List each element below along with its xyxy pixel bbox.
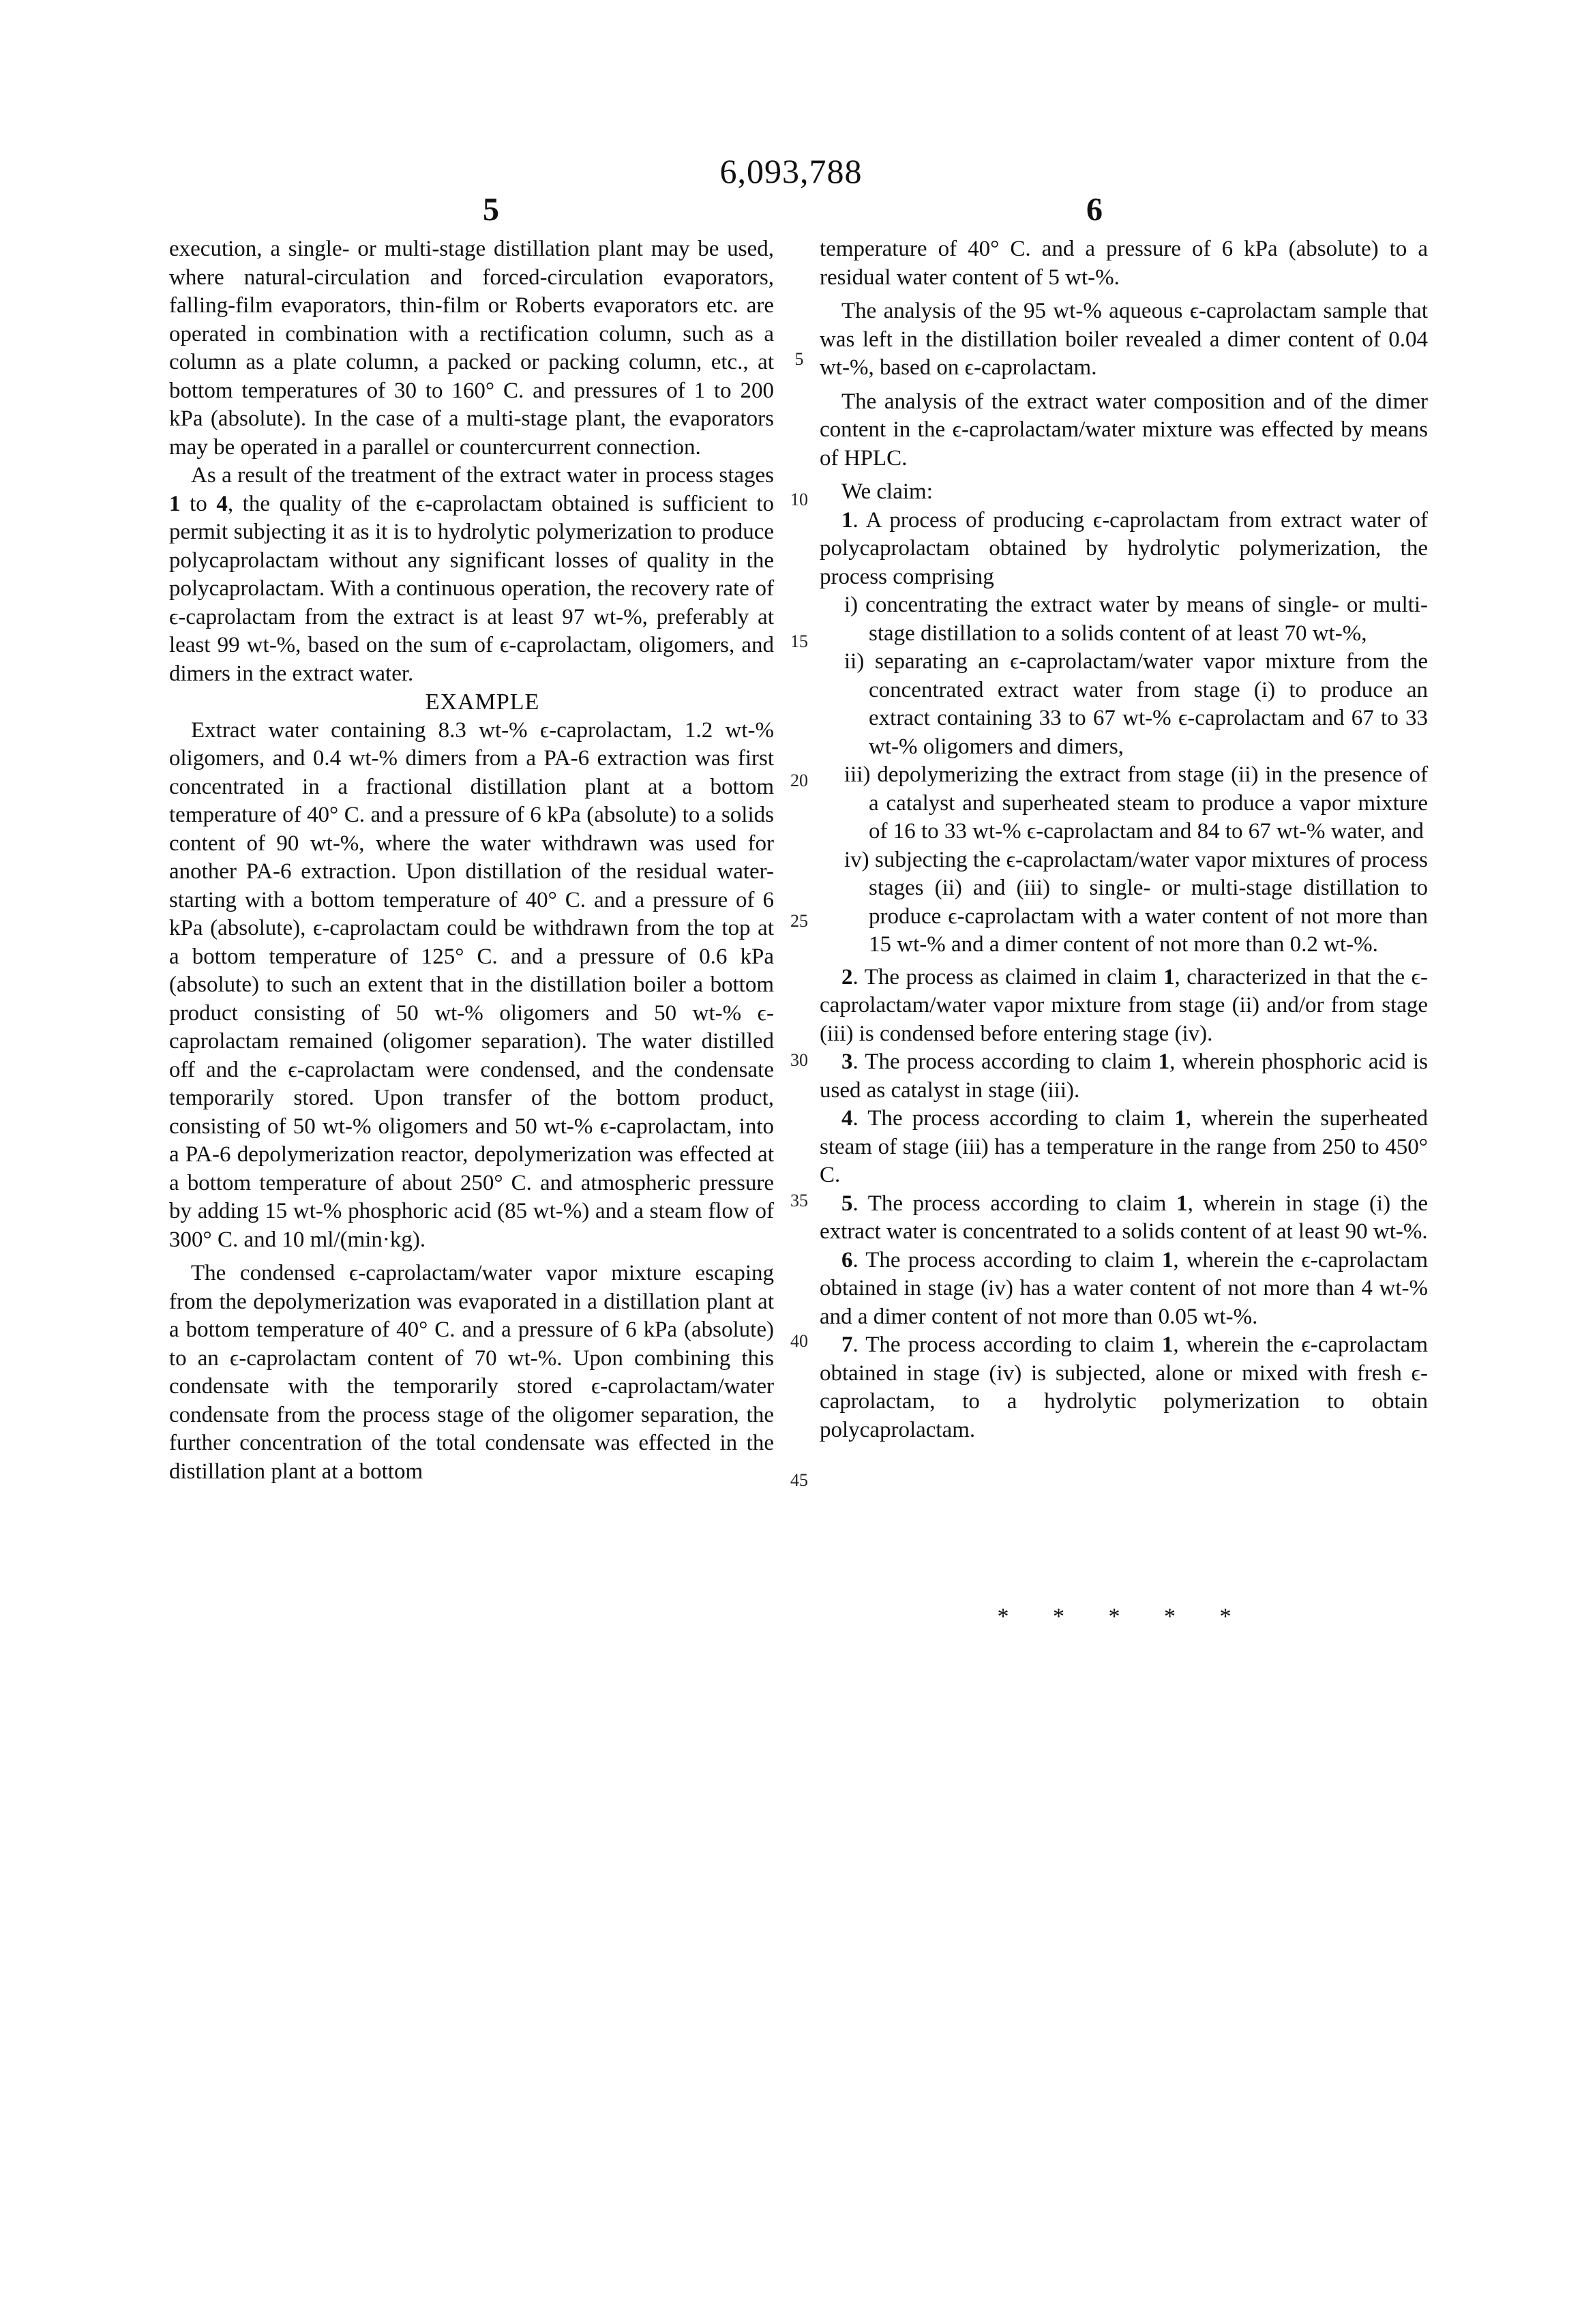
- claim-ref: 1: [1161, 1247, 1174, 1272]
- claim-number: 7: [841, 1332, 853, 1357]
- stage-item: iii) depolymerizing the extract from stage (ii) in the presence of a catalyst and superheated steam to produce a vapor mixture of 16 to 33 wt-% ϵ-caprolactam and 84 to 67 wt-% water, and: [844, 762, 1428, 844]
- stage-ref-1: 1: [169, 491, 181, 516]
- claim-number: 1: [841, 507, 853, 533]
- we-claim: We claim:: [841, 479, 933, 504]
- line-number: 35: [790, 1191, 808, 1210]
- line-number: 45: [790, 1470, 808, 1490]
- claim-text: , wherein in stage (i) the extract water is concentrated to a solids content of at least 90 wt-%.: [820, 1191, 1428, 1244]
- claim-text: . The process according to claim: [852, 1191, 1177, 1216]
- line-number: 5: [794, 349, 804, 369]
- left-paragraph-2-text-mid: to: [180, 491, 217, 516]
- left-paragraph-2-text-c: , the quality of the ϵ-caprolactam obtained is sufficient to permit subjecting it as it is to hydrolytic polymerization to produce polycaprolactam without any significant losses of quality in the polycaprolactam. With a continuous operation, the recovery rate of ϵ-caprolactam from the extract is at least 97 wt-%, preferably at least 99 wt-%, based on the sum of ϵ-caprolactam, oligomers, and dimers in the extract water.: [169, 491, 775, 686]
- claim-text: , wherein the ϵ-caprolactam obtained in stage (iv) is subjected, alone or mixed with fresh ϵ-caprolactam, to a hydrolytic polymerization to obtain polycaprolactam.: [820, 1332, 1428, 1442]
- page-number-left: 5: [483, 192, 499, 228]
- claim-text: , wherein the superheated steam of stage (iii) has a temperature in the range from 250 to 450° C.: [820, 1106, 1429, 1187]
- page-number-right: 6: [1086, 192, 1103, 228]
- line-number: 20: [790, 771, 808, 790]
- claim-number: 5: [841, 1191, 853, 1216]
- stage-item: i) concentrating the extract water by means of single- or multi-stage distillation to a solids content of at least 70 wt-%,: [844, 593, 1428, 646]
- stage-item: ii) separating an ϵ-caprolactam/water vapor mixture from the concentrated extract water from stage (i) to produce an extract containing 33 to 67 wt-% ϵ-caprolactam and 67 to 33 wt-% oligomers and dimers,: [844, 649, 1428, 759]
- claim-text: , wherein the ϵ-caprolactam obtained in stage (iv) has a water content of not more than 4 wt-% and a dimer content of not more than 0.05 wt-%.: [820, 1247, 1428, 1329]
- claim-text: , characterized in that the ϵ-caprolactam/water vapor mixture from stage (ii) and/or from stage (iii) is condensed before entering stage (iv).: [820, 964, 1428, 1046]
- claim-1-stages: [820, 591, 1428, 959]
- claim-text: . The process according to claim: [852, 1106, 1175, 1131]
- claim-1: [820, 507, 1428, 592]
- claim-4: [820, 1105, 1428, 1190]
- right-column: [820, 235, 1428, 1444]
- claim-number: 2: [841, 964, 853, 989]
- claim-7: [820, 1331, 1428, 1444]
- claim-text: . The process according to claim: [852, 1049, 1159, 1074]
- claim-number: 4: [841, 1106, 853, 1131]
- claim-ref: 1: [1174, 1106, 1186, 1131]
- claim-text: , wherein phosphoric acid is used as catalyst in stage (iii).: [820, 1049, 1429, 1103]
- line-number: 40: [790, 1331, 808, 1351]
- stage-ref-4: 4: [216, 491, 228, 516]
- claim-text: . The process as claimed in claim: [852, 964, 1163, 989]
- example-paragraph-1: Extract water containing 8.3 wt-% ϵ-caprolactam, 1.2 wt-% oligomers, and 0.4 wt-% dimers from a PA-6 extraction was first concentrated in a fractional distillation plant at a bottom temperature of 40° C. and a pressure of 6 kPa (absolute) to a solids content of 90 wt-%, where the water withdrawn was used for another PA-6 extraction. Upon distillation of the residual water-starting with a bottom temperature of 40° C. and a pressure of 6 kPa (absolute), ϵ-caprolactam could be withdrawn from the top at a bottom temperature of 125° C. and a pressure of 0.6 kPa (absolute) to such an extent that in the distillation boiler a bottom product consisting of 50 wt-% oligomers and 50 wt-% ϵ-caprolactam remained (oligomer separation). The water distilled off and the ϵ-caprolactam were condensed, and the condensate temporarily stored. Upon transfer of the bottom product, consisting of 50 wt-% oligomers and 50 wt-% ϵ-caprolactam, into a PA-6 depolymerization reactor, depolymerization was effected at a bottom temperature of about 250° C. and atmospheric pressure by adding 15 wt-% phosphoric acid (85 wt-%) and a steam flow of 300° C. and 10 ml/(min·kg).: [169, 717, 774, 1252]
- claim-text: . A process of producing ϵ-caprolactam from extract water of polycaprolactam obtained by hydrolytic polymerization, the process comprising: [820, 507, 1428, 589]
- claim-2: [820, 964, 1428, 1049]
- claim-ref: 1: [1176, 1191, 1188, 1216]
- claim-number: 3: [841, 1049, 853, 1074]
- example-heading: EXAMPLE: [425, 689, 540, 715]
- right-paragraph-3: The analysis of the extract water composition and of the dimer content in the ϵ-caprolactam/water mixture was effected by means of HPLC.: [820, 389, 1428, 471]
- stage-item: iv) subjecting the ϵ-caprolactam/water vapor mixtures of process stages (ii) and (iii) to single- or multi-stage distillation to produce ϵ-caprolactam with a water content of not more than 15 wt-% and a dimer content of not more than 0.2 wt-%.: [844, 847, 1428, 957]
- claim-6: [820, 1247, 1428, 1332]
- claim-3: [820, 1048, 1428, 1105]
- left-paragraph-2: [169, 462, 774, 688]
- left-paragraph-1: execution, a single- or multi-stage distillation plant may be used, where natural-circulation and forced-circulation evaporators, falling-film evaporators, thin-film or Roberts evaporators etc. are operated in combination with a rectification column, such as a column as a plate column, a packed or packing column, etc., at bottom temperatures of 30 to 160° C. and pressures of 1 to 200 kPa (absolute). In the case of a multi-stage plant, the evaporators may be operated in a parallel or countercurrent connection.: [169, 237, 774, 460]
- claim-text: . The process according to claim: [852, 1247, 1162, 1272]
- claim-5: [820, 1190, 1428, 1247]
- example-paragraph-2: The condensed ϵ-caprolactam/water vapor mixture escaping from the depolymerization was evaporated in a distillation plant at a bottom temperature of 40° C. and a pressure of 6 kPa (absolute) to an ϵ-caprolactam content of 70 wt-%. Upon combining this condensate with the temporarily stored ϵ-caprolactam/water condensate from the process stage of the oligomer separation, the further concentration of the total condensate was effected in the distillation plant at a bottom: [169, 1261, 774, 1484]
- right-paragraph-2: The analysis of the 95 wt-% aqueous ϵ-caprolactam sample that was left in the distillation boiler revealed a dimer content of 0.04 wt-%, based on ϵ-caprolactam.: [820, 299, 1428, 380]
- patent-number: 6,093,788: [719, 152, 863, 190]
- line-number: 30: [790, 1050, 808, 1070]
- claim-ref: 1: [1163, 964, 1175, 989]
- end-of-document-mark: * * * * *: [997, 1604, 1251, 1629]
- left-column: [169, 235, 774, 1486]
- claim-ref: 1: [1161, 1332, 1174, 1357]
- right-paragraph-1: temperature of 40° C. and a pressure of 6 kPa (absolute) to a residual water content of 5 wt-%.: [820, 237, 1428, 290]
- line-number: 25: [790, 911, 808, 931]
- claim-text: . The process according to claim: [852, 1332, 1162, 1357]
- left-paragraph-2-text-a: As a result of the treatment of the extract water in process stages: [191, 463, 774, 488]
- claim-ref: 1: [1158, 1049, 1170, 1074]
- claim-number: 6: [841, 1247, 853, 1272]
- line-number: 15: [790, 631, 808, 651]
- line-number: 10: [790, 490, 808, 509]
